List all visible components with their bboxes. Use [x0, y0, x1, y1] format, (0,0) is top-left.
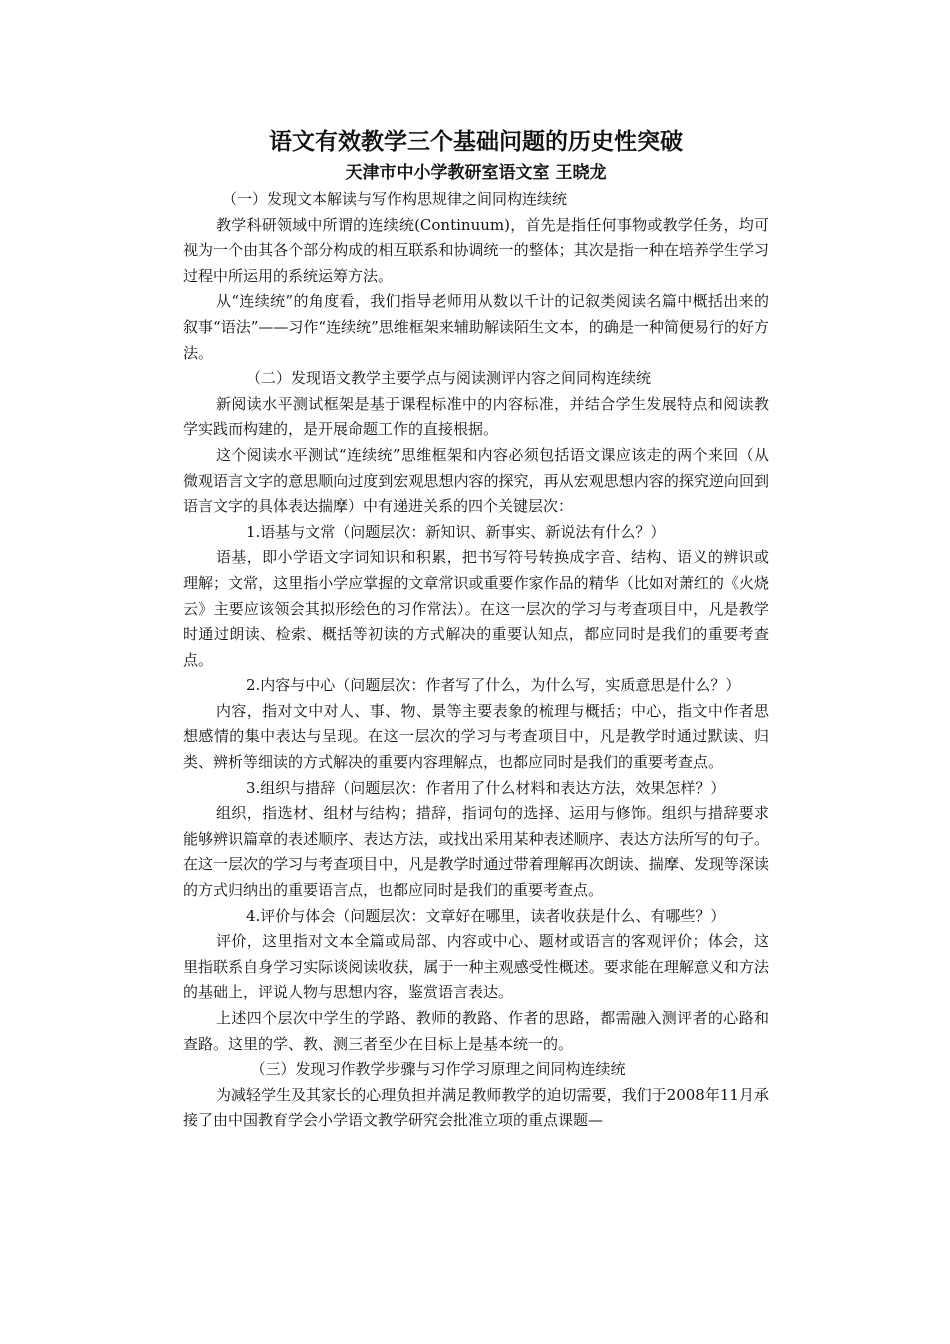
section-heading-3: （三）发现习作教学步骤与习作学习原理之间同构连续统 — [250, 1060, 626, 1079]
paragraph: 评价，这里指对文本全篇或局部、内容或中心、题材或语言的客观评价；体会，这里指联系自身学习实际谈阅读收获，属于一种主观感受性概述。要求能在理解意义和方法的基础上，评说人物与思想内容，鉴赏语言表达。 — [183, 932, 769, 1002]
level-heading-3: 3.组织与措辞（问题层次：作者用了什么材料和表达方法，效果怎样？） — [246, 778, 726, 797]
paragraph: 新阅读水平测试框架是基于课程标准中的内容标准，并结合学生发展特点和阅读教学实践而构建的，是开展命题工作的直接根据。 — [183, 394, 769, 439]
document-title: 语文有效教学三个基础问题的历史性突破 — [269, 129, 683, 155]
paragraph: 这个阅读水平测试“连续统”思维框架和内容必须包括语文课应该走的两个来回（从微观语言文字的意思顺向过度到宏观思想内容的探究，再从宏观思想内容的探究逆向回到语言文字的具体表达揣摩）中有递进关系的四个关键层次： — [183, 445, 769, 516]
paragraph: 从“连续统”的角度看，我们指导老师用从数以千计的记叙类阅读名篇中概括出来的叙事“语法”——习作“连续统”思维框架来辅助解读陌生文本，的确是一种简便易行的好方法。 — [183, 292, 769, 362]
paragraph: 为减轻学生及其家长的心理负担并满足教师教学的迫切需要，我们于2008年11月承接了由中国教育学会小学语文教学研究会批准立项的重点课题— — [183, 1085, 769, 1130]
level-heading-2: 2.内容与中心（问题层次：作者写了什么，为什么写，实质意思是什么？） — [246, 676, 741, 695]
paragraph: 上述四个层次中学生的学路、教师的教路、作者的思路，都需融入测评者的心路和查路。这里的学、教、测三者至少在目标上是基本统一的。 — [183, 1009, 769, 1053]
section-heading-2: （二）发现语文教学主要学点与阅读测评内容之间同构连续统 — [246, 369, 652, 388]
section-heading-1: （一）发现文本解读与写作构思规律之间同构连续统 — [222, 190, 568, 208]
author-line: 天津市中小学教研室语文室 王晓龙 — [345, 163, 607, 183]
paragraph: 教学科研领域中所谓的连续统(Continuum)，首先是指任何事物或教学任务，均可视为一个由其各个部分构成的相互联系和协调统一的整体；其次是指一种在培养学生学习过程中所运用的系统运筹方法。 — [183, 215, 769, 285]
document-body — [183, 125, 769, 1134]
paragraph: 组织，指选材、组材与结构；措辞，指词句的选择、运用与修饰。组织与措辞要求能够辨识篇章的表述顺序、表达方法，或找出采用某种表述顺序、表达方法所写的句子。在这一层次的学习与考查项目中，凡是教学时通过带着理解再次朗读、揣摩、发现等深读的方式归纳出的重要语言点，也都应同时是我们的重要考查点。 — [183, 804, 769, 900]
paragraph: 内容，指对文中对人、事、物、景等主要表象的梳理与概括；中心，指文中作者思想感情的集中表达与呈现。在这一层次的学习与考查项目中，凡是教学时通过默读、归类、辨析等细读的方式解决的重要内容理解点，也都应同时是我们的重要考查点。 — [183, 701, 769, 772]
level-heading-1: 1.语基与文常（问题层次：新知识、新事实、新说法有什么？） — [246, 522, 666, 541]
paragraph: 语基，即小学语文字词知识和积累，把书写符号转换成字音、结构、语义的辨识或理解；文常，这里指小学应掌握的文章常识或重要作家作品的精华（比如对萧红的《火烧云》主要应该领会其拟形绘色的习作常法）。在这一层次的学习与考查项目中，凡是教学时通过朗读、检索、概括等初读的方式解决的重要认知点，都应同时是我们的重要考查点。 — [183, 548, 769, 669]
level-heading-4: 4.评价与体会（问题层次：文章好在哪里，读者收获是什么、有哪些？） — [246, 906, 726, 925]
